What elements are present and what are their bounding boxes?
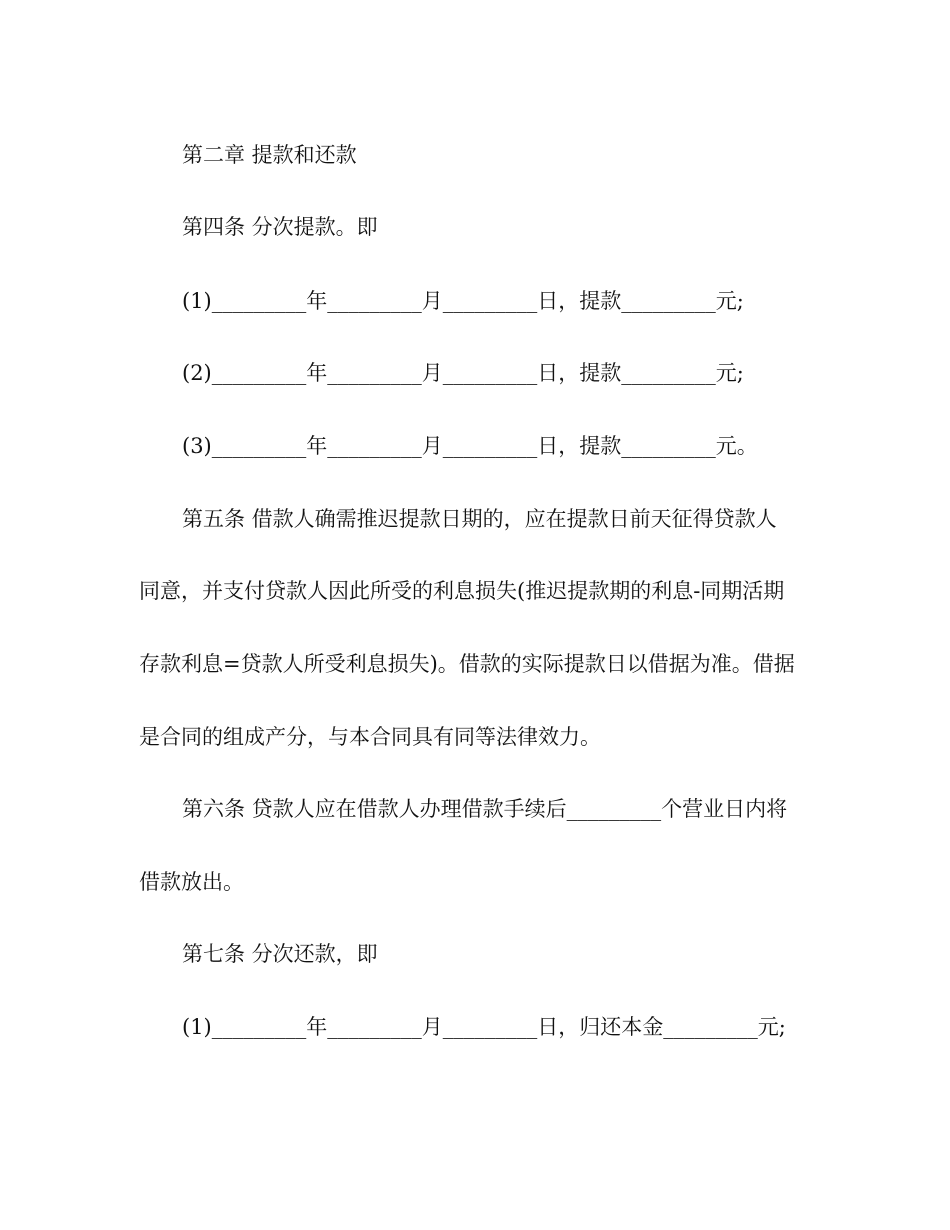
withdrawal-item-3: (3)_________年_________月_________日，提款_________元。 (182, 434, 758, 458)
article-7-heading: 第七条 分次还款，即 (182, 942, 378, 966)
article-5-line-3: 存款利息=贷款人所受利息损失)。借款的实际提款日以借据为准。借据 (139, 652, 795, 676)
withdrawal-item-2: (2)_________年_________月_________日，提款_________元; (182, 361, 744, 385)
article-4-heading: 第四条 分次提款。即 (182, 215, 378, 239)
article-6-line-1: 第六条 贷款人应在借款人办理借款手续后_________个营业日内将 (182, 797, 788, 821)
chapter-heading: 第二章 提款和还款 (182, 143, 357, 167)
withdrawal-item-1: (1)_________年_________月_________日，提款_________元; (182, 289, 744, 313)
article-5-line-2: 同意，并支付贷款人因此所受的利息损失(推迟提款期的利息-同期活期 (139, 579, 785, 603)
article-6-line-2: 借款放出。 (139, 870, 244, 894)
repayment-item-1: (1)_________年_________月_________日，归还本金_________元; (182, 1015, 786, 1039)
article-5-line-4: 是合同的组成产分，与本合同具有同等法律效力。 (139, 725, 601, 749)
article-5-line-1: 第五条 借款人确需推迟提款日期的，应在提款日前天征得贷款人 (182, 507, 777, 531)
